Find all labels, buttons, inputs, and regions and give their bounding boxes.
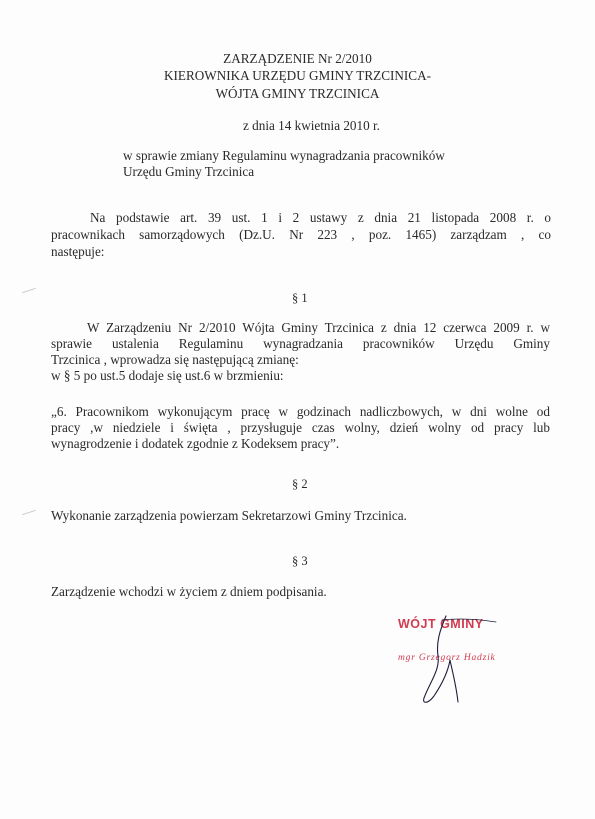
stamp-title: WÓJT GMINY — [398, 617, 484, 631]
quote-line-3: wynagrodzenie i dodatek zgodnie z Kodeksem pracy”. — [51, 436, 340, 451]
decree-title: ZARZĄDZENIE Nr 2/2010 — [223, 51, 372, 66]
scan-mark — [22, 510, 36, 515]
scan-mark — [22, 288, 36, 293]
subject-line-1: w sprawie zmiany Regulaminu wynagradzania pracowników — [123, 148, 445, 163]
decree-date: z dnia 14 kwietnia 2010 r. — [243, 118, 380, 133]
section-1-heading: § 1 — [292, 291, 308, 305]
basis-line-2: pracownikach samorządowych (Dz.U. Nr 223 , poz. 1465) zarządzam , co — [51, 227, 551, 242]
section-1-line-4: w § 5 po ust.5 dodaje się ust.6 w brzmieniu: — [51, 368, 284, 383]
signature — [400, 612, 510, 712]
basis-line-3: następuje: — [51, 244, 105, 259]
quote-line-2: pracy ,w niedziele i święta , przysługuje czas wolny, dzień wolny od pracy lub — [51, 420, 550, 435]
basis-line-1: Na podstawie art. 39 ust. 1 i 2 ustawy z dnia 21 listopada 2008 r. o — [90, 210, 551, 225]
section-2-text: Wykonanie zarządzenia powierzam Sekretarzowi Gminy Trzcinica. — [51, 508, 407, 523]
stamp-name: mgr Grzegorz Hadzik — [398, 653, 496, 663]
quote-line-1: „6. Pracownikom wykonującym pracę w godzinach nadliczbowych, w dni wolne od — [51, 404, 550, 419]
section-2-heading: § 2 — [292, 477, 308, 491]
decree-issuer-2: WÓJTA GMINY TRZCINICA — [215, 86, 380, 101]
section-1-line-2: sprawie ustalenia Regulaminu wynagradzania pracowników Urzędu Gminy — [51, 336, 550, 351]
section-1-line-1: W Zarządzeniu Nr 2/2010 Wójta Gminy Trzcinica z dnia 12 czerwca 2009 r. w — [87, 320, 550, 335]
section-3-heading: § 3 — [292, 554, 308, 568]
decree-issuer: KIEROWNIKA URZĘDU GMINY TRZCINICA- — [163, 68, 432, 83]
subject-line-2: Urzędu Gminy Trzcinica — [123, 164, 255, 179]
section-1-line-3: Trzcinica , wprowadza się następującą zmianę: — [51, 352, 299, 367]
section-3-text: Zarządzenie wchodzi w życiem z dniem podpisania. — [51, 584, 327, 599]
